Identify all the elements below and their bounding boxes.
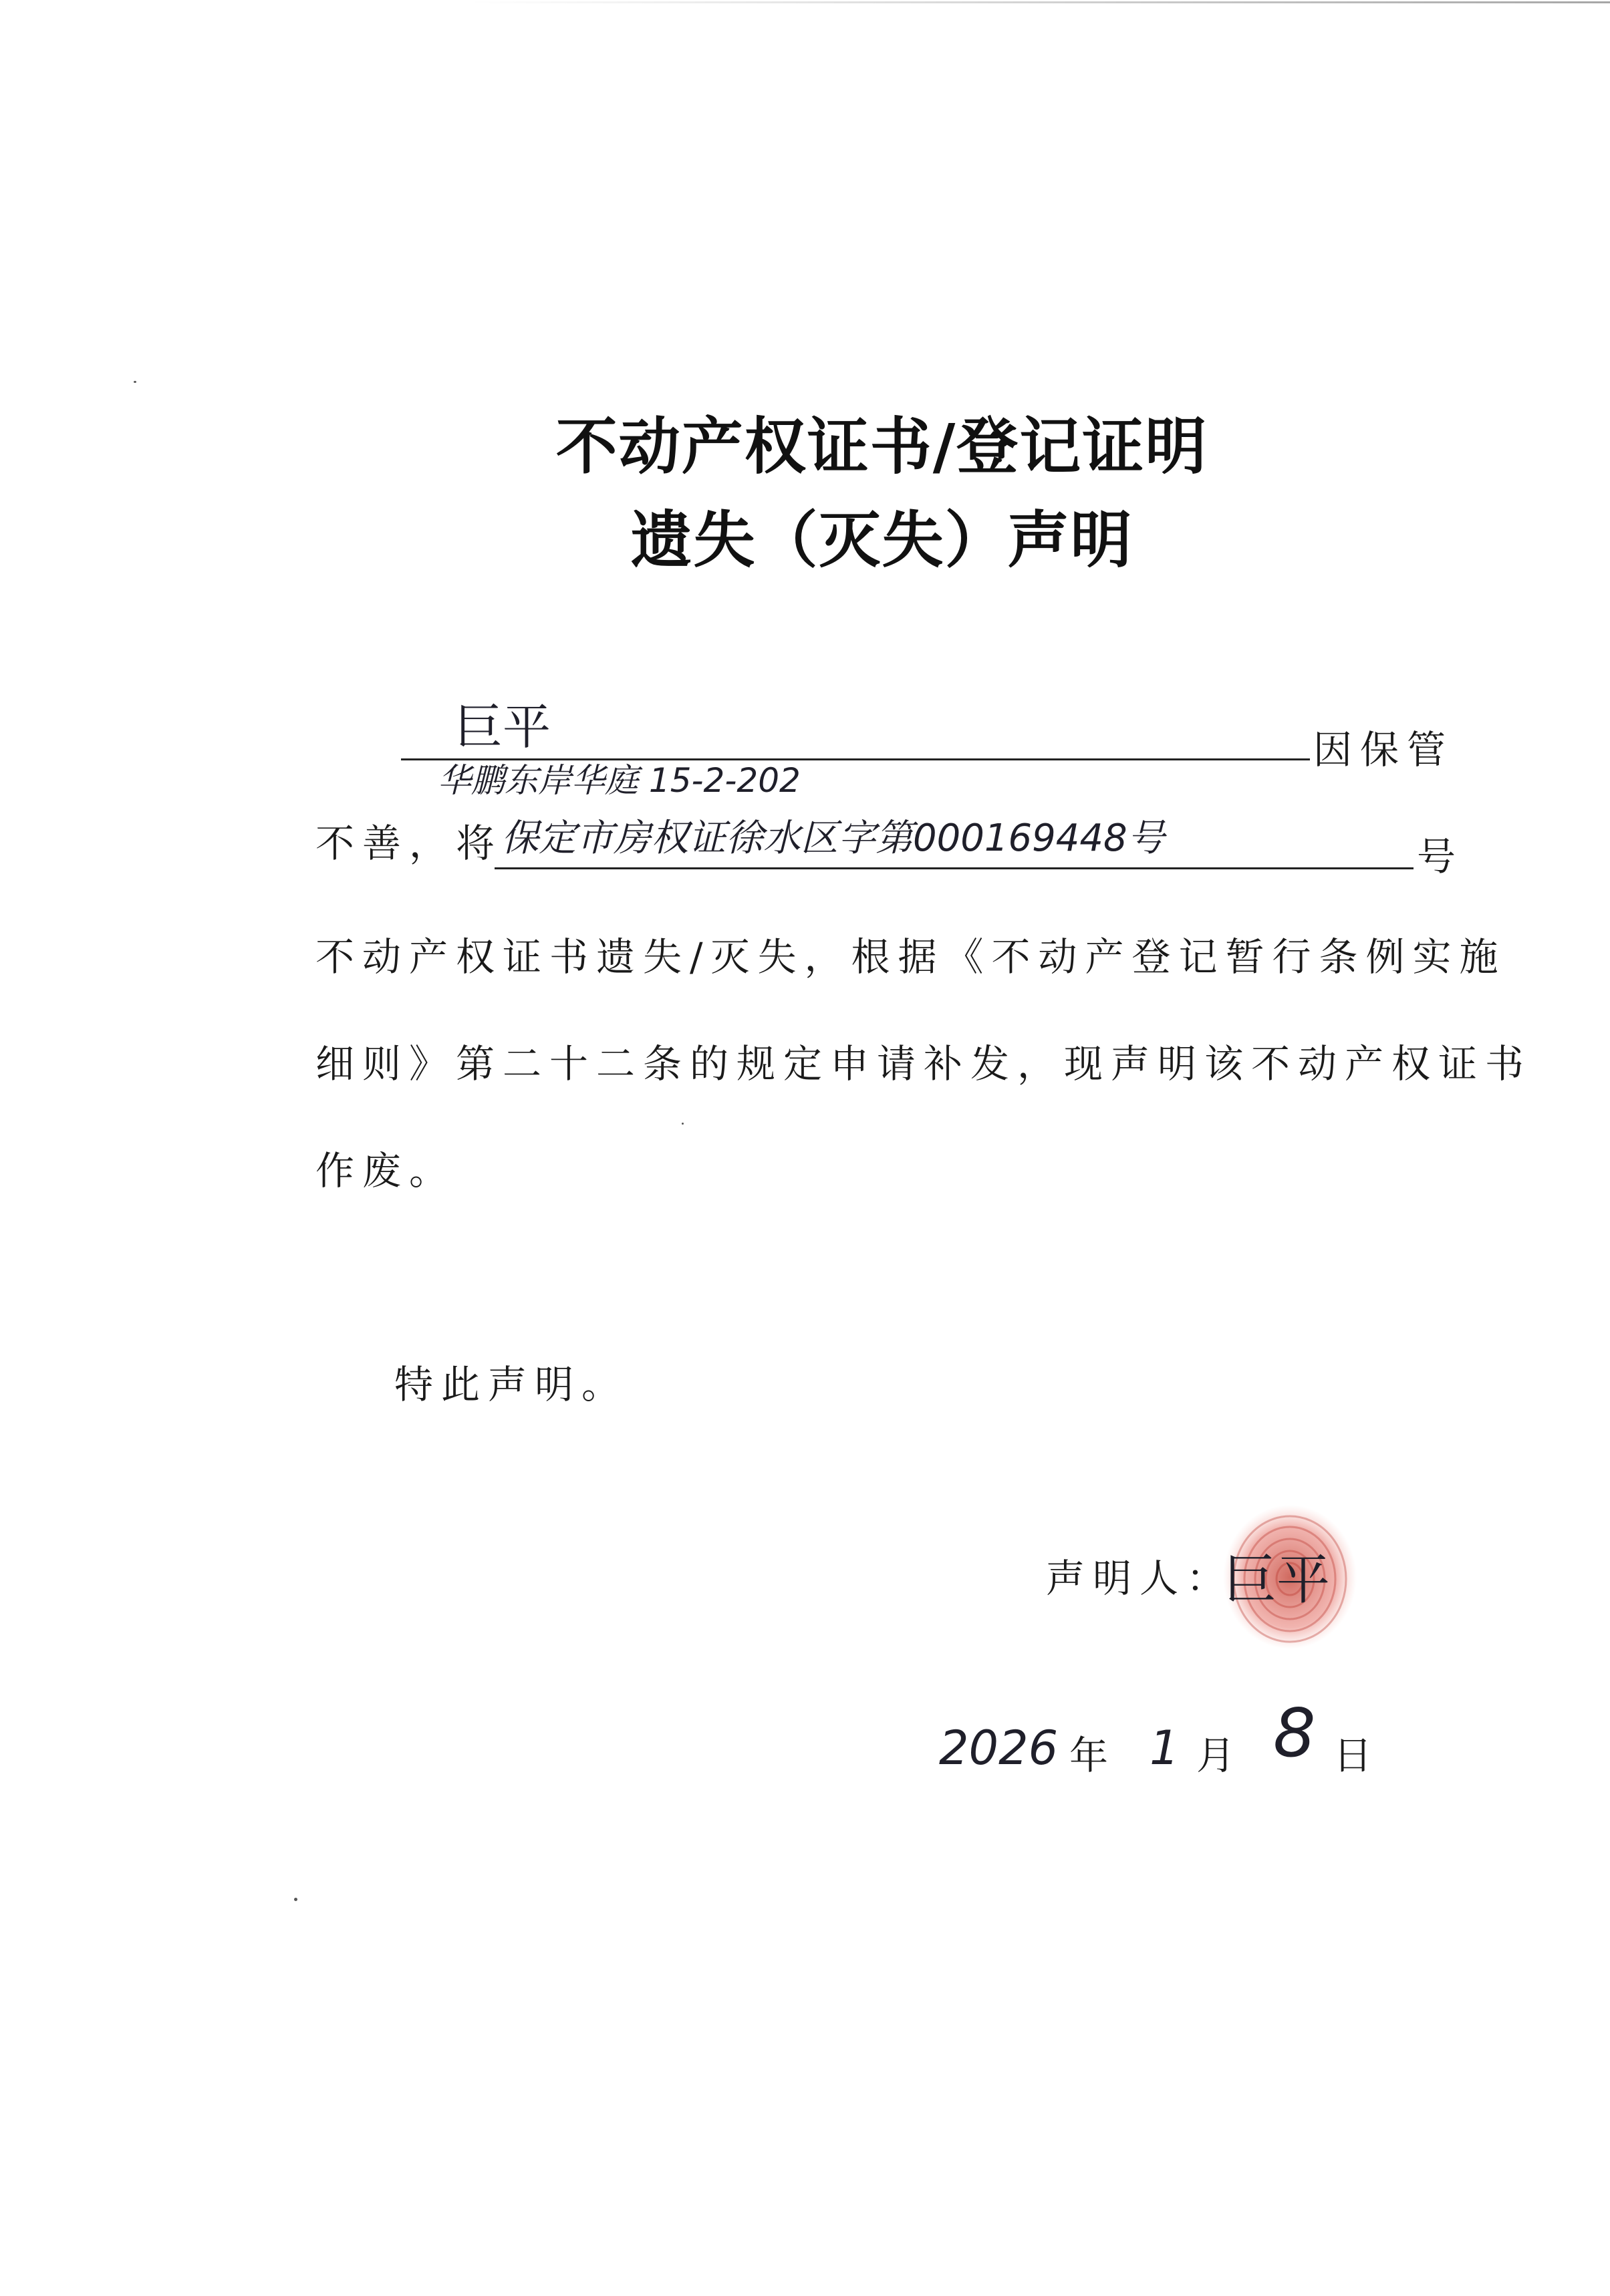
document-title-line1: 不动产权证书/登记证明 — [555, 411, 1208, 482]
document-title-line2: 遗失（灭失）声明 — [630, 505, 1133, 576]
owner-name-handwritten: 巨平 — [454, 699, 551, 755]
line2-prefix-text: 不善，将 — [315, 821, 503, 866]
closing-text: 特此声明。 — [394, 1362, 629, 1407]
certificate-number-handwritten: 保定市房权证徐水区字第000169448号 — [501, 817, 1165, 860]
scan-edge-shadow — [468, 1, 1610, 3]
body-line5: 作废。 — [315, 1148, 456, 1193]
body-line3: 不动产权证书遗失/灭失，根据《不动产登记暂行条例实施 — [315, 934, 1506, 980]
scan-speck — [294, 1898, 297, 1901]
date-month-handwritten: 1 — [1150, 1721, 1180, 1775]
scan-speck — [682, 1123, 684, 1125]
scan-speck — [134, 381, 136, 383]
declarant-signature: 巨平 — [1223, 1549, 1330, 1611]
declarant-label: 声明人： — [1046, 1556, 1234, 1601]
date-day-handwritten: 8 — [1273, 1694, 1316, 1772]
date-year-label: 年 — [1069, 1733, 1117, 1778]
date-year-handwritten: 2026 — [939, 1721, 1059, 1775]
date-month-label: 月 — [1196, 1733, 1244, 1778]
certificate-underline — [495, 867, 1414, 869]
body-line4: 细则》第二十二条的规定申请补发，现声明该不动产权证书 — [315, 1041, 1532, 1087]
line2-suffix-text: 号 — [1417, 834, 1464, 879]
address-handwritten: 华鹏东岸华庭 15-2-202 — [438, 761, 801, 800]
date-day-label: 日 — [1333, 1733, 1381, 1778]
owner-suffix-text: 因保管 — [1313, 727, 1454, 772]
